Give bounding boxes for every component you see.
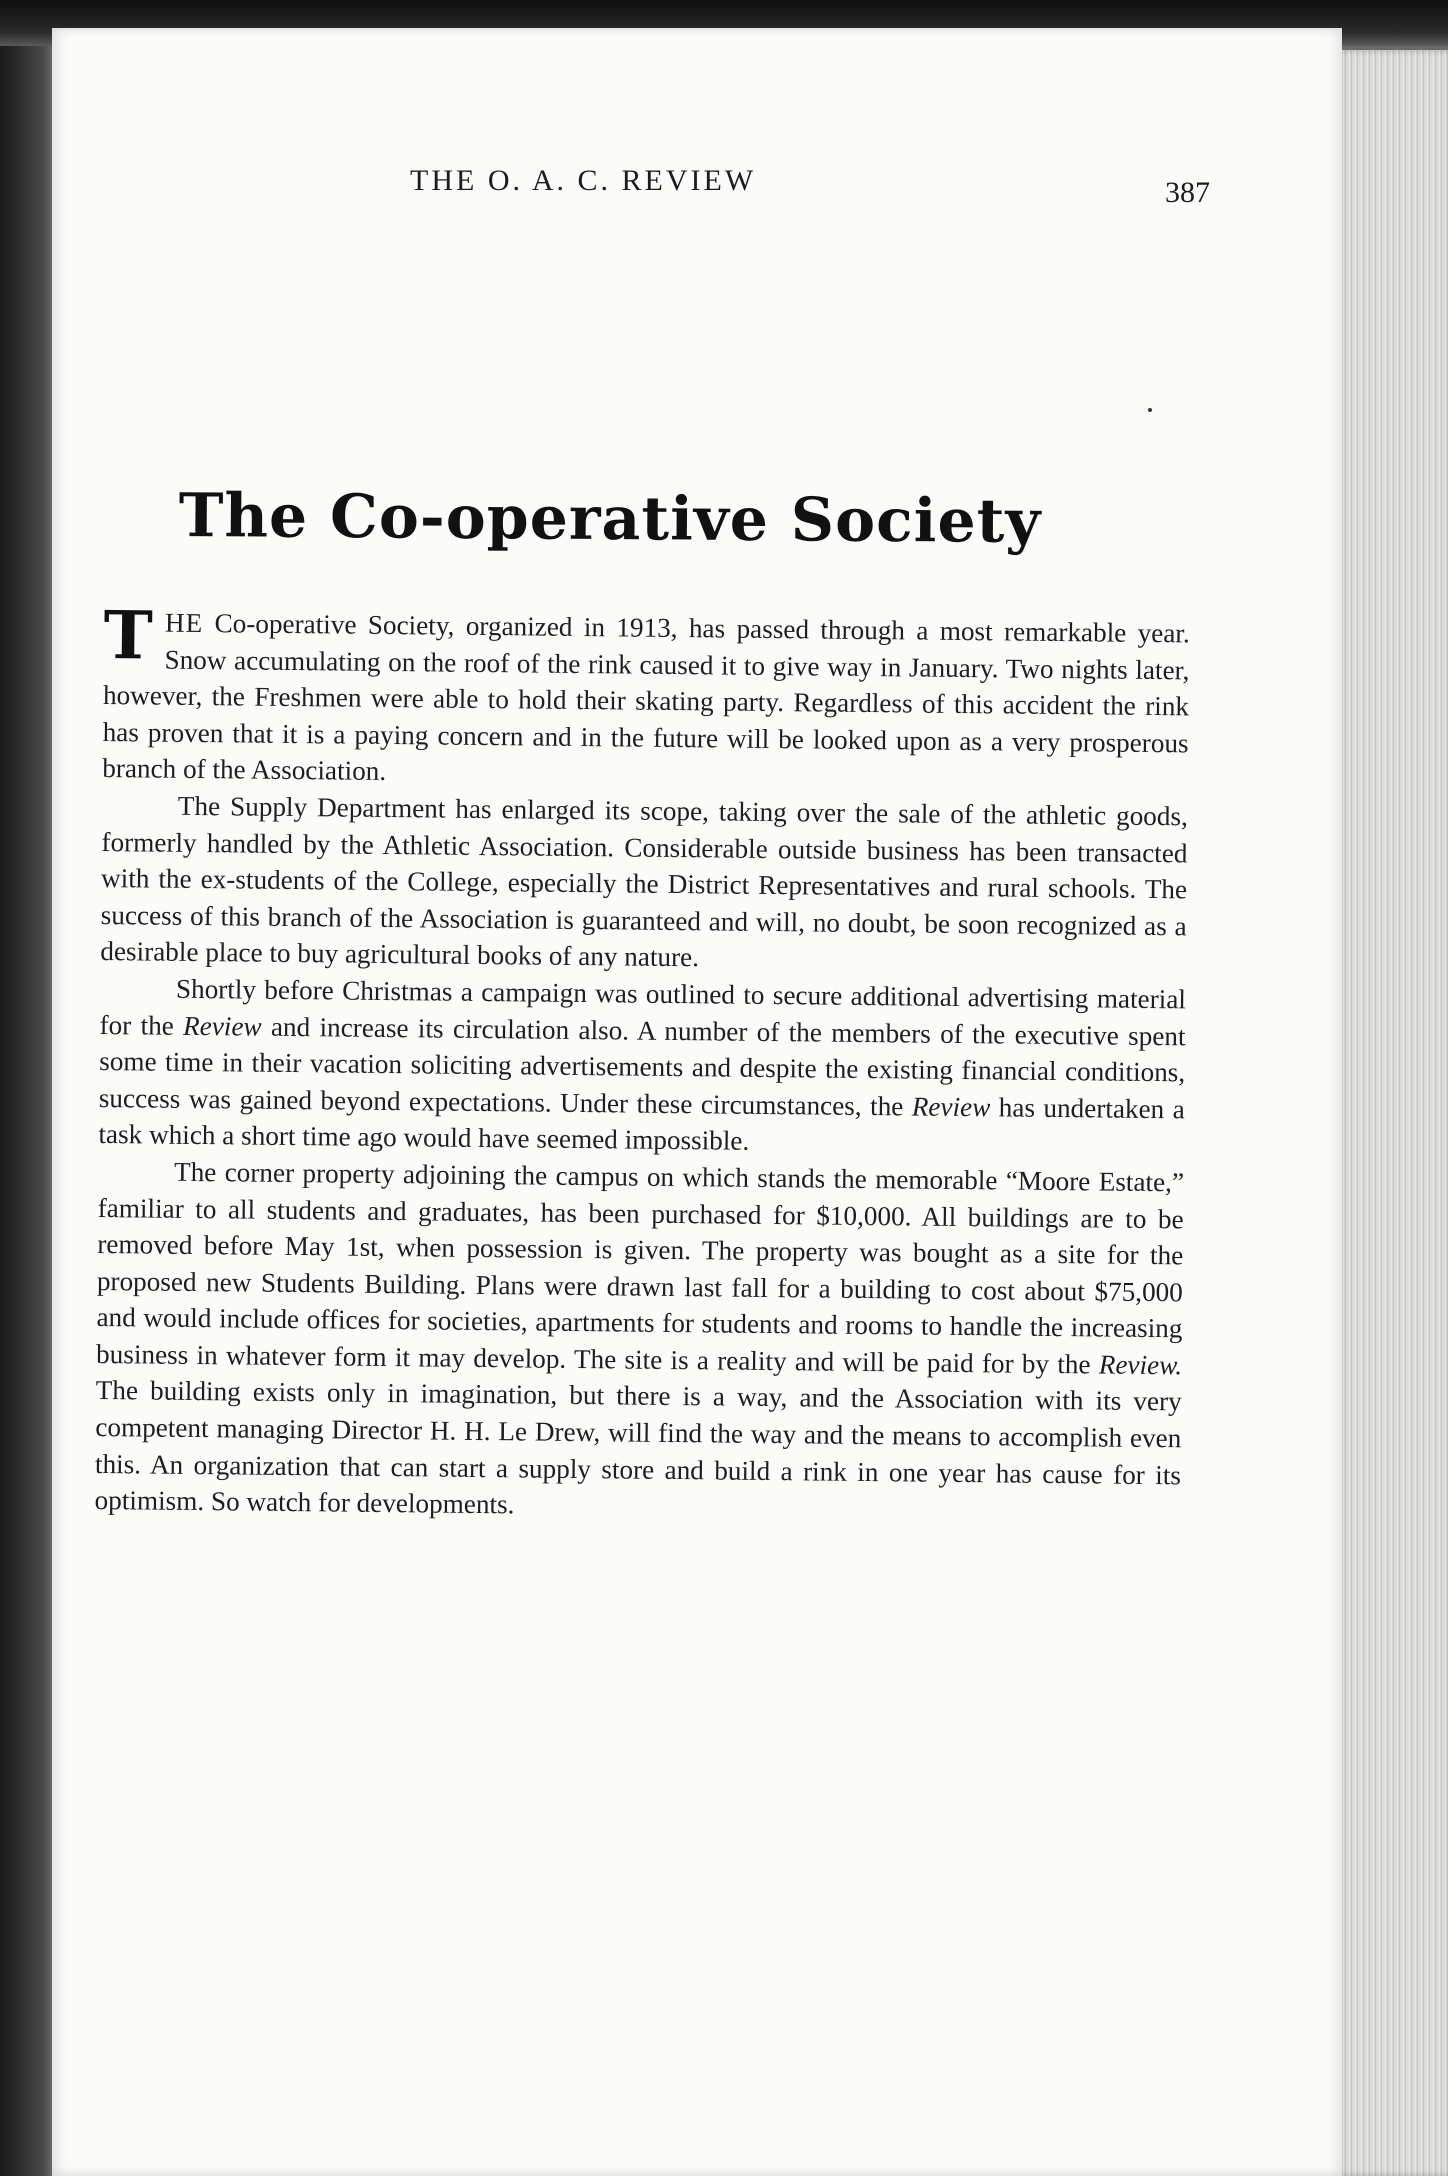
paragraph-3-text-c: has undertaken a task which a short time ago would have seemed impossible.: [98, 1092, 1185, 1157]
paper-speck: [1148, 408, 1152, 412]
lead-in-text: HE: [164, 607, 204, 639]
running-head: THE O. A. C. REVIEW: [410, 164, 757, 197]
review-italic: Review: [182, 1010, 262, 1042]
drop-cap: T: [103, 596, 154, 675]
paragraph-3-text-a: Shortly before Christmas a campaign was outlined to secure additional advertising material for the: [99, 973, 1187, 1041]
paragraph-1-text: Co-operative Society, organized in 1913, has passed through a most remarkable year. Snow accumulating on the roof of the rink caused it to give way in January. Two nights later, however, the Freshmen were able to hold their skating party. Regardless of this accident the rink has proven that it is a paying concern and in the future will be looked upon as a very prosperous branch of the Association.: [102, 608, 1190, 787]
paragraph-4: [94, 1153, 1184, 1530]
paragraph-4-text-a: The corner property adjoining the campus on which stands the memorable “Moore Estate,” familiar to all students and graduates, has been purchased for $10,000. All buildings are to be removed before May 1st, when possession is given. The property was bought as a site for the proposed new Students Building. Plans were drawn last fall for a building to cost about $75,000 and would include offices for societies, apartments for students and rooms to handle the increasing business in whatever form it may develop. The site is a reality and will be paid for by the: [95, 1156, 1185, 1380]
article-body: [94, 596, 1190, 1530]
page-number: 387: [1165, 176, 1210, 209]
page-edges: [1336, 50, 1448, 2176]
paragraph-3: [98, 970, 1186, 1164]
review-italic: Review: [911, 1091, 991, 1123]
review-italic: Review.: [1098, 1349, 1183, 1381]
paragraph-3-text-b: and increase its circulation also. A number of the members of the executive spent some time in their vacation soliciting advertisements and despite the existing financial conditions, success was gained beyond expectations. Under these circumstances, the: [98, 1011, 1186, 1122]
paragraph-4-text-b: The building exists only in imagination, but there is a way, and the Association with its very competent managing Director H. H. Le Drew, will find the way and the means to accomplish even this. An organization that can start a supply store and build a rink in one year has cause for its optimism. So watch for developments.: [94, 1375, 1182, 1520]
paragraph-2: The Supply Department has enlarged its scope, taking over the sale of the athletic goods, formerly handled by the Athletic Association. Considerable outside business has been transacted with the ex-students of the College, especially the District Representatives and rural schools. The success of this branch of the Association is guaranteed and will, no doubt, be soon recognized as a desirable place to buy agricultural books of any nature.: [100, 790, 1188, 973]
article-title: The Co-operative Society: [178, 480, 1042, 558]
paragraph-1: [102, 596, 1190, 798]
